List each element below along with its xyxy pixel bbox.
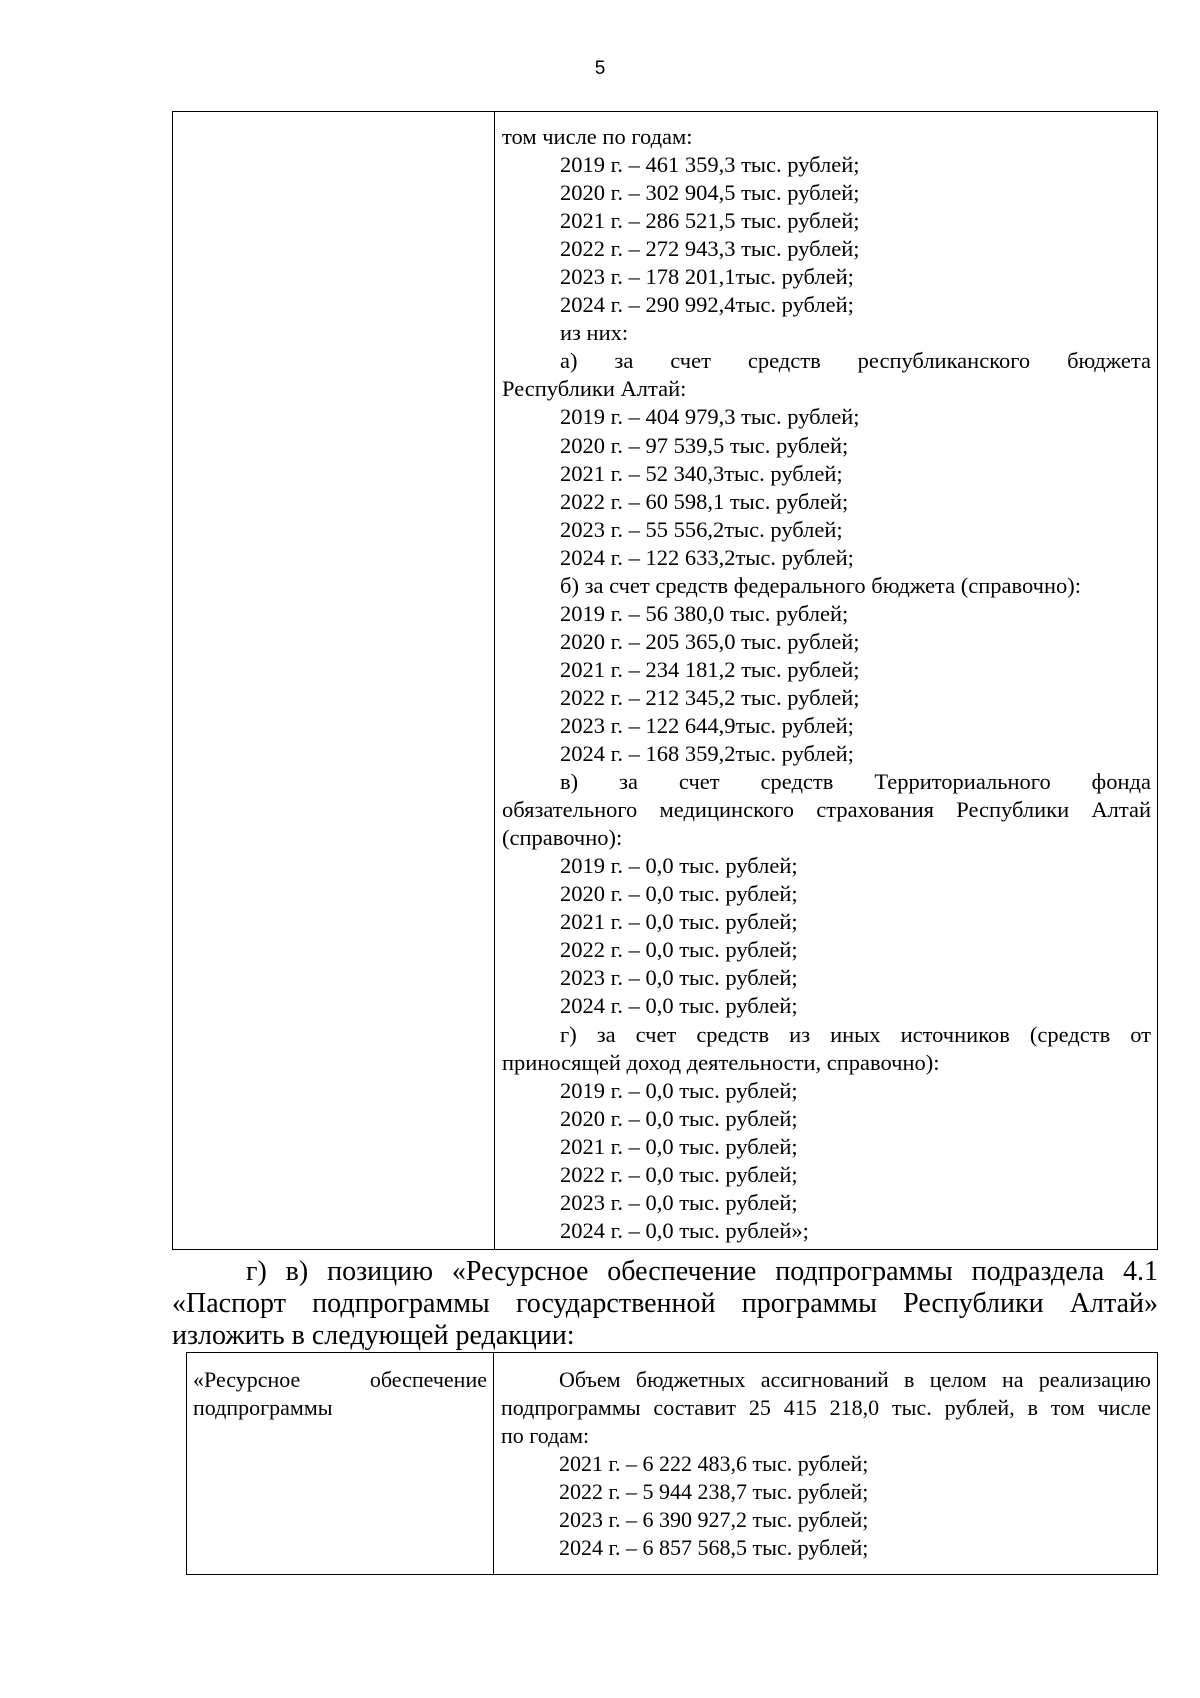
year-line: 2022 г. – 5 944 238,7 тыс. рублей; xyxy=(559,1479,869,1504)
year-line: 2024 г. – 168 359,2тыс. рублей; xyxy=(560,741,854,767)
year-line: 2022 г. – 0,0 тыс. рублей; xyxy=(560,937,798,963)
text-line: Республики Алтай: xyxy=(502,376,687,402)
text-line: (справочно): xyxy=(502,825,623,851)
year-line: 2020 г. – 97 539,5 тыс. рублей; xyxy=(560,432,849,458)
year-line: 2023 г. – 6 390 927,2 тыс. рублей; xyxy=(559,1507,869,1532)
year-line: 2020 г. – 205 365,0 тыс. рублей; xyxy=(560,628,860,654)
year-line: 2019 г. – 404 979,3 тыс. рублей; xyxy=(560,404,860,430)
year-line: 2024 г. – 0,0 тыс. рублей»; xyxy=(560,1217,809,1243)
row-title-line: подпрограммы xyxy=(193,1395,333,1420)
year-line: 2023 г. – 0,0 тыс. рублей; xyxy=(560,965,798,991)
row-title-line: «Ресурсное обеспечение xyxy=(193,1367,487,1392)
year-line: 2023 г. – 122 644,9тыс. рублей; xyxy=(560,712,854,738)
section-heading-a: а) за счет средств республиканского бюджета xyxy=(560,348,1151,374)
year-line: 2021 г. – 6 222 483,6 тыс. рублей; xyxy=(559,1451,869,1476)
year-line: 2021 г. – 234 181,2 тыс. рублей; xyxy=(560,656,860,682)
table-left-cell xyxy=(173,112,495,1249)
year-line: 2021 г. – 286 521,5 тыс. рублей; xyxy=(560,208,860,234)
section-heading-v: в) за счет средств Территориального фонда xyxy=(560,769,1151,795)
year-line: 2022 г. – 60 598,1 тыс. рублей; xyxy=(560,488,849,514)
amendment-paragraph xyxy=(172,1256,1158,1352)
table-left-cell xyxy=(187,1353,494,1574)
year-line: 2024 г. – 6 857 568,5 тыс. рублей; xyxy=(559,1535,869,1560)
year-line: 2020 г. – 0,0 тыс. рублей; xyxy=(560,881,798,907)
year-line: 2022 г. – 272 943,3 тыс. рублей; xyxy=(560,236,860,262)
paragraph-line: изложить в следующей редакции: xyxy=(172,1320,575,1351)
funding-table-continued xyxy=(172,111,1158,1250)
text-line: подпрограммы составит 25 415 218,0 тыс. рублей, в том числе xyxy=(501,1395,1151,1420)
year-line: 2023 г. – 0,0 тыс. рублей; xyxy=(560,1189,798,1215)
paragraph-line: г) в) позицию «Ресурсное обеспечение подпрограммы подраздела 4.1 xyxy=(246,1256,1158,1287)
text-line: по годам: xyxy=(501,1423,590,1448)
year-line: 2020 г. – 302 904,5 тыс. рублей; xyxy=(560,180,860,206)
year-line: 2019 г. – 0,0 тыс. рублей; xyxy=(560,853,798,879)
text-line: из них: xyxy=(560,320,629,346)
year-line: 2019 г. – 0,0 тыс. рублей; xyxy=(560,1077,798,1103)
page-number: 5 xyxy=(594,58,606,79)
text-line: приносящей доход деятельности, справочно): xyxy=(502,1049,940,1075)
table-right-cell xyxy=(494,1353,1157,1574)
year-line: 2020 г. – 0,0 тыс. рублей; xyxy=(560,1105,798,1131)
year-line: 2024 г. – 290 992,4тыс. рублей; xyxy=(560,292,854,318)
year-line: 2021 г. – 0,0 тыс. рублей; xyxy=(560,1133,798,1159)
text-line: обязательного медицинского страхования Республики Алтай xyxy=(502,797,1151,823)
year-line: 2023 г. – 55 556,2тыс. рублей; xyxy=(560,516,843,542)
year-line: 2022 г. – 0,0 тыс. рублей; xyxy=(560,1161,798,1187)
year-line: 2024 г. – 0,0 тыс. рублей; xyxy=(560,993,798,1019)
year-line: 2021 г. – 52 340,3тыс. рублей; xyxy=(560,460,843,486)
year-line: 2022 г. – 212 345,2 тыс. рублей; xyxy=(560,684,860,710)
year-line: 2019 г. – 56 380,0 тыс. рублей; xyxy=(560,600,849,626)
table-right-cell xyxy=(495,112,1157,1249)
year-line: 2024 г. – 122 633,2тыс. рублей; xyxy=(560,544,854,570)
paragraph-line: «Паспорт подпрограммы государственной программы Республики Алтай» xyxy=(172,1288,1158,1319)
year-line: 2021 г. – 0,0 тыс. рублей; xyxy=(560,909,798,935)
text-line: Объем бюджетных ассигнований в целом на реализацию xyxy=(559,1367,1151,1392)
section-heading-g: г) за счет средств из иных источников (средств от xyxy=(560,1021,1151,1047)
subprogram-resource-table xyxy=(186,1352,1158,1575)
year-line: 2019 г. – 461 359,3 тыс. рублей; xyxy=(560,152,860,178)
text-line: том числе по годам: xyxy=(502,124,693,149)
section-heading-b: б) за счет средств федерального бюджета (справочно): xyxy=(560,572,1082,598)
year-line: 2023 г. – 178 201,1тыс. рублей; xyxy=(560,264,854,290)
